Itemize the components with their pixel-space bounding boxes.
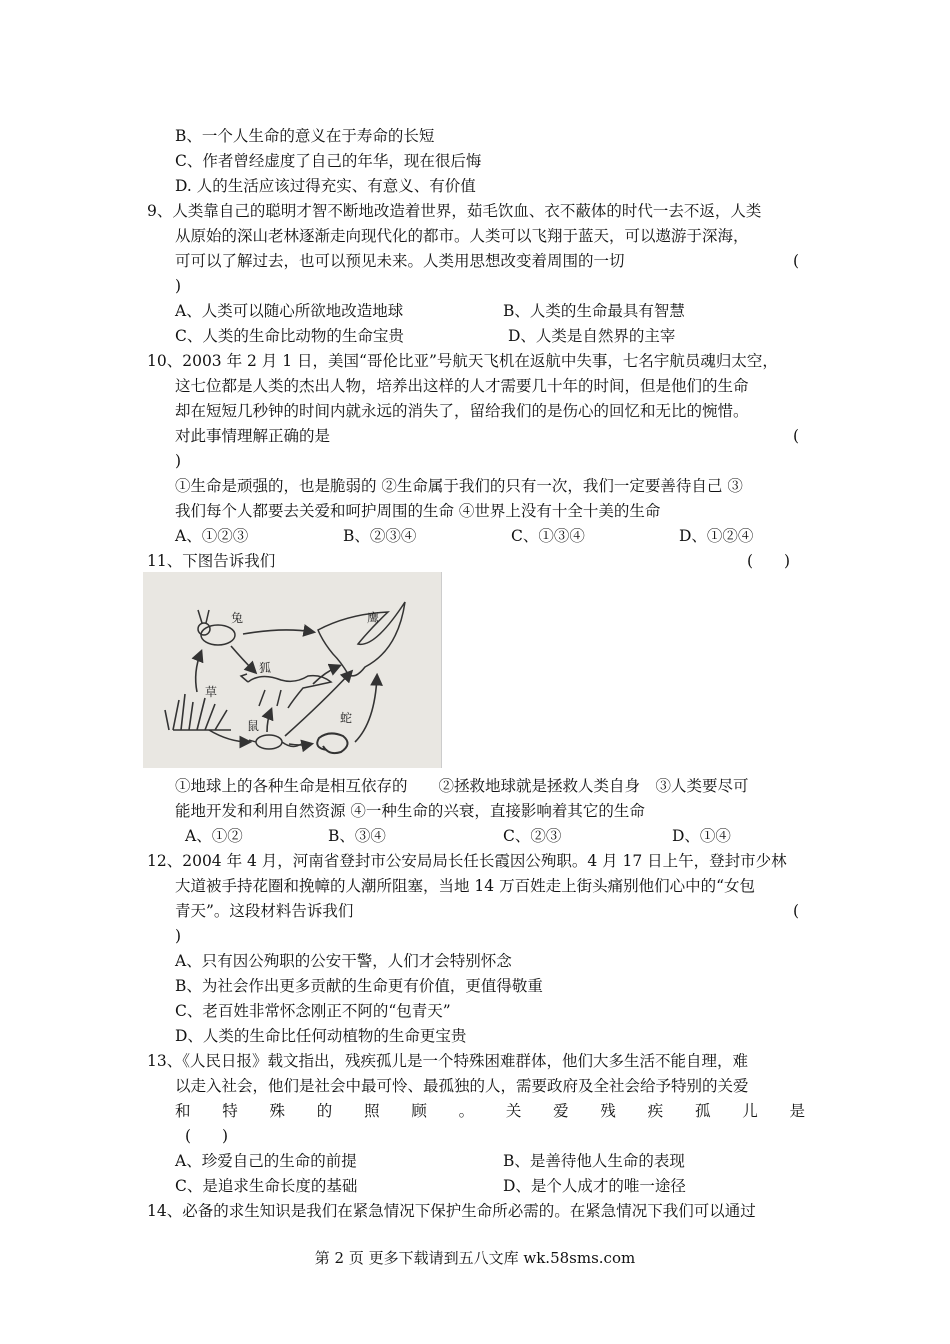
snake-icon	[317, 733, 347, 753]
q13-option-a: A、珍爱自己的生命的前提	[175, 1152, 357, 1170]
q11-statement-2: 能地开发和利用自然资源 ④一种生命的兴衰，直接影响着其它的生命	[175, 802, 645, 820]
q9-option-a: A、人类可以随心所欲地改造地球	[175, 302, 404, 320]
q12-line3: 青天”。这段材料告诉我们	[175, 902, 354, 920]
q12-option-a: A、只有因公殉职的公安干警，人们才会特别怀念	[175, 952, 512, 970]
eagle-icon	[318, 602, 405, 676]
q9-line2: 从原始的深山老林逐渐走向现代化的都市。人类可以飞翔于蓝天，可以遨游于深海，	[175, 227, 749, 245]
q12-line1: 12、2004 年 4 月，河南省登封市公安局局长任长霞因公殉职。4 月 17 日上午，登封市少林	[147, 852, 787, 870]
q9-option-c: C、人类的生命比动物的生命宝贵	[175, 327, 404, 345]
q10-option-c: C、①③④	[511, 527, 585, 545]
q11-option-c: C、②③	[503, 827, 562, 845]
q10-bracket-open: (	[793, 427, 800, 445]
q10-statement-2: 我们每个人都要去关爱和呵护周围的生命 ④世界上没有十全十美的生命	[175, 502, 661, 520]
q11-statement-1: ①地球上的各种生命是相互依存的 ②拯救地球就是拯救人类自身 ③人类要尽可	[175, 777, 749, 795]
food-web-diagram	[143, 572, 441, 768]
q13-line3: 和特殊的照顾。关爱残疾孤儿是	[175, 1102, 805, 1120]
food-web-figure	[143, 572, 442, 768]
label-fox: 狐	[259, 661, 272, 675]
label-rabbit: 兔	[231, 611, 244, 625]
q10-line1: 10、2003 年 2 月 1 日，美国“哥伦比亚”号航天飞机在返航中失事，七名宇航员魂归太空，	[147, 352, 778, 370]
q10-line2: 这七位都是人类的杰出人物，培养出这样的人才需要几十年的时间，但是他们的生命	[175, 377, 749, 395]
q11-option-d: D、①④	[672, 827, 731, 845]
label-grass: 草	[205, 685, 218, 699]
arrow-rabbit-fox	[231, 646, 255, 672]
q8-option-c: C、作者曾经虚度了自己的年华，现在很后悔	[175, 152, 482, 170]
q10-option-a: A、①②③	[175, 527, 249, 545]
q13-bracket: ( )	[185, 1127, 229, 1145]
arrow-grass-rabbit	[196, 652, 201, 692]
grass-icon	[165, 694, 231, 730]
q12-bracket-open: (	[793, 902, 800, 920]
q13-option-d: D、是个人成才的唯一途径	[503, 1177, 686, 1195]
q9-line1: 9、人类靠自己的聪明才智不断地改造着世界，茹毛饮血、衣不蔽体的时代一去不返，人类	[147, 202, 762, 220]
q9-bracket-close: )	[175, 277, 182, 295]
q9-line3: 可可以了解过去，也可以预见未来。人类用思想改变着周围的一切	[175, 252, 625, 270]
q10-statement-1: ①生命是顽强的，也是脆弱的 ②生命属于我们的只有一次，我们一定要善待自己 ③	[175, 477, 743, 495]
q13-line1: 13、《人民日报》载文指出，残疾孤儿是一个特殊困难群体，他们大多生活不能自理，难	[147, 1052, 748, 1070]
q8-option-b: B、一个人生命的意义在于寿命的长短	[175, 127, 435, 145]
q10-option-b: B、②③④	[343, 527, 417, 545]
q8-option-d: D. 人的生活应该过得充实、有意义、有价值	[175, 177, 476, 195]
q11-bracket: ( )	[747, 552, 791, 570]
q11-option-b: B、③④	[328, 827, 386, 845]
q13-option-b: B、是善待他人生命的表现	[503, 1152, 685, 1170]
label-mouse: 鼠	[247, 719, 260, 733]
page-footer: 第 2 页 更多下载请到五八文库 wk.58sms.com	[314, 1249, 636, 1267]
label-eagle: 鹰	[367, 611, 380, 625]
q10-bracket-close: )	[175, 452, 182, 470]
q12-option-c: C、老百姓非常怀念刚正不阿的“包青天”	[175, 1002, 451, 1020]
mouse-icon	[249, 735, 301, 749]
q10-line4: 对此事情理解正确的是	[175, 427, 331, 445]
q12-option-d: D、人类的生命比任何动植物的生命更宝贵	[175, 1027, 467, 1045]
q13-option-c: C、是追求生命长度的基础	[175, 1177, 358, 1195]
q10-line3: 却在短短几秒钟的时间内就永远的消失了，留给我们的是伤心的回忆和无比的惋惜。	[175, 402, 749, 420]
q9-bracket-open: (	[793, 252, 800, 270]
arrow-fox-eagle	[313, 666, 339, 684]
q9-option-d: D、人类是自然界的主宰	[508, 327, 676, 345]
q12-line2: 大道被手持花圈和挽幛的人潮所阻塞，当地 14 万百姓走上街头痛别他们心中的“女包	[175, 877, 756, 895]
q12-option-b: B、为社会作出更多贡献的生命更有价值，更值得敬重	[175, 977, 543, 995]
q12-bracket-close: )	[175, 927, 182, 945]
q10-option-d: D、①②④	[679, 527, 754, 545]
arrow-snake-eagle	[355, 676, 377, 742]
arrow-rabbit-eagle	[243, 630, 313, 634]
rabbit-icon	[198, 610, 235, 645]
arrow-mouse-fox	[267, 710, 271, 732]
q14-line1: 14、必备的求生知识是我们在紧急情况下保护生命所必需的。在紧急情况下我们可以通过	[147, 1202, 756, 1220]
label-snake: 蛇	[340, 711, 353, 725]
arrow-grass-mouse	[209, 730, 249, 742]
q9-option-b: B、人类的生命最具有智慧	[503, 302, 685, 320]
q13-line2: 以走入社会，他们是社会中最可怜、最孤独的人，需要政府及全社会给予特别的关爱	[175, 1077, 749, 1095]
q11-line1: 11、下图告诉我们	[147, 552, 276, 570]
q11-option-a: A、①②	[185, 827, 243, 845]
